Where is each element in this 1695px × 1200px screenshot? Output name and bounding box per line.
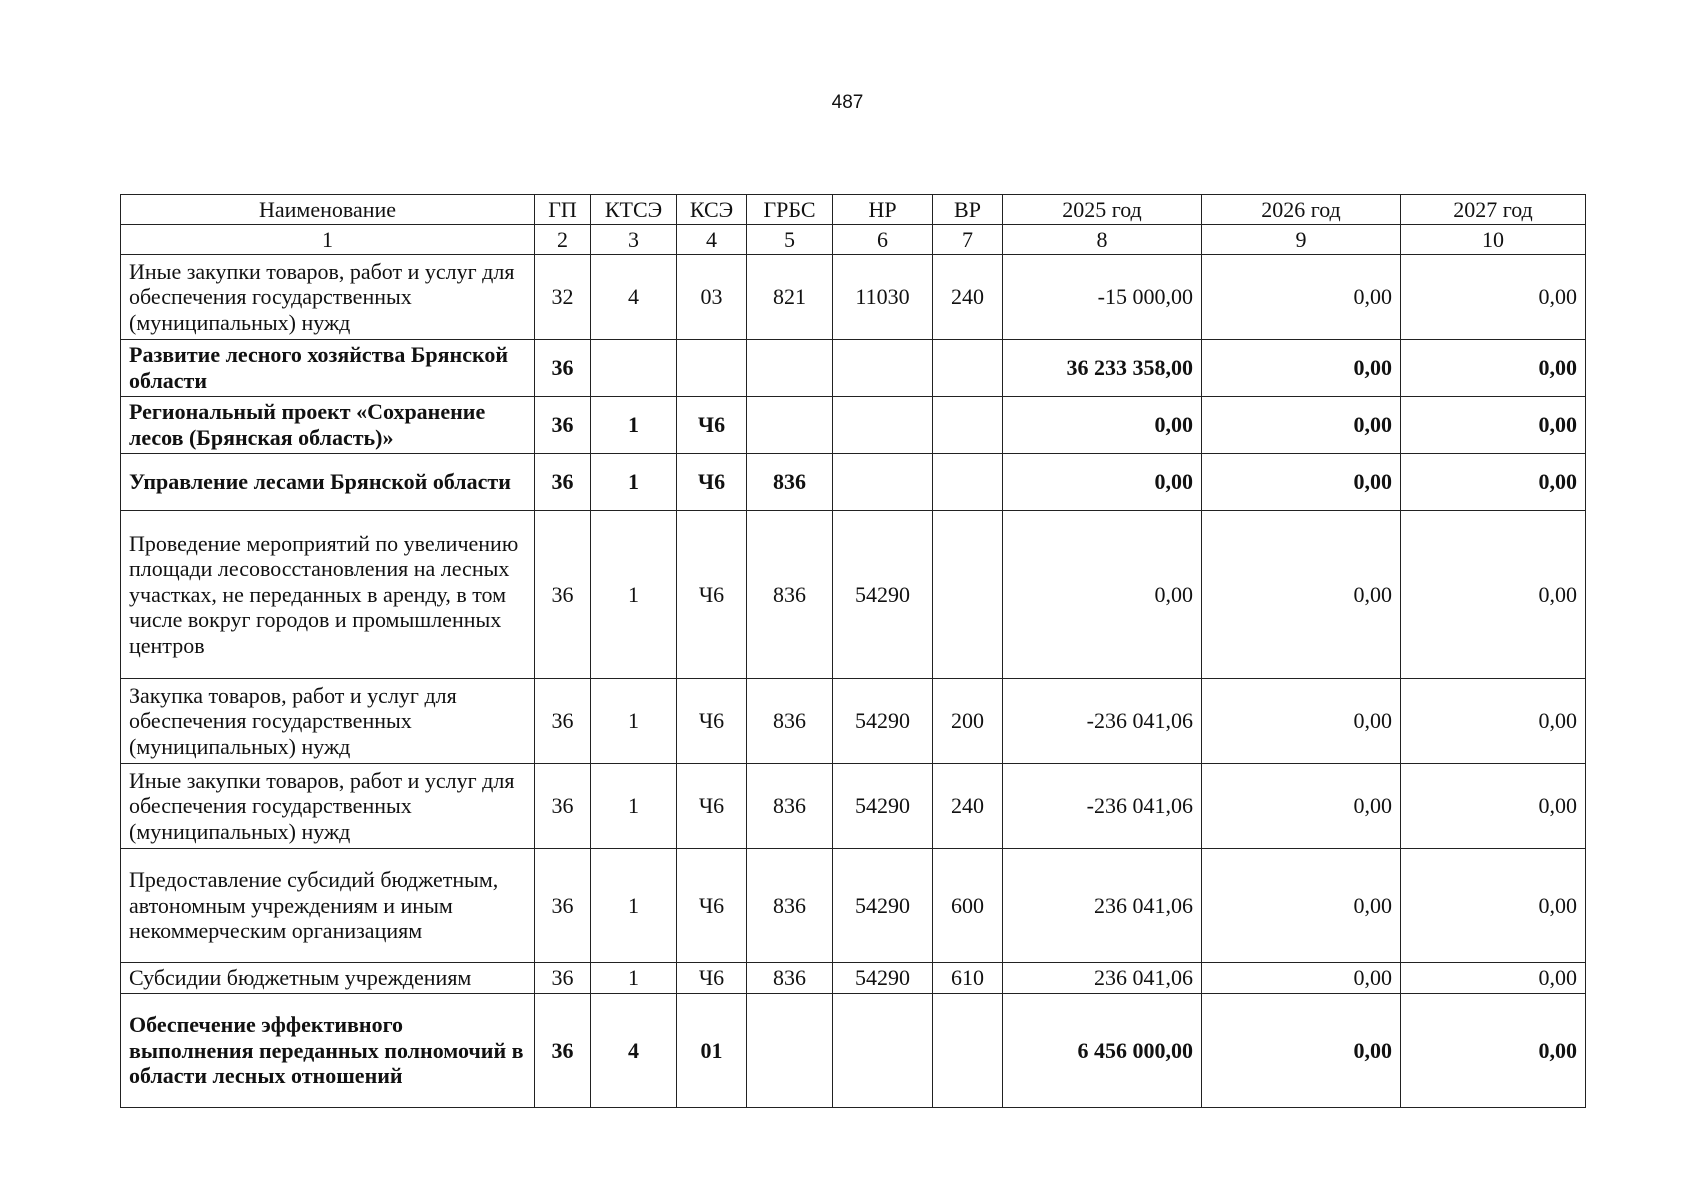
grbs-cell: 836 bbox=[747, 679, 833, 764]
header-gp: ГП bbox=[535, 195, 591, 225]
amount-2027-cell: 0,00 bbox=[1401, 397, 1586, 454]
ktse-cell: 1 bbox=[591, 679, 677, 764]
table-row bbox=[121, 340, 1586, 397]
kse-cell: 01 bbox=[677, 994, 747, 1108]
grbs-cell bbox=[747, 994, 833, 1108]
amount-2027-cell: 0,00 bbox=[1401, 963, 1586, 994]
amount-2027-cell: 0,00 bbox=[1401, 255, 1586, 340]
nr-cell: 11030 bbox=[833, 255, 933, 340]
name-cell: Субсидии бюджетным учреждениям bbox=[121, 963, 535, 994]
header-2027: 2027 год bbox=[1401, 195, 1586, 225]
kse-cell: Ч6 bbox=[677, 454, 747, 511]
column-number: 4 bbox=[677, 225, 747, 255]
table-row bbox=[121, 679, 1586, 764]
column-number: 10 bbox=[1401, 225, 1586, 255]
amount-2026-cell: 0,00 bbox=[1202, 679, 1401, 764]
table-row bbox=[121, 397, 1586, 454]
amount-2025-cell: 36 233 358,00 bbox=[1003, 340, 1202, 397]
table-row bbox=[121, 255, 1586, 340]
table-row bbox=[121, 994, 1586, 1108]
gp-cell: 36 bbox=[535, 849, 591, 963]
table-row bbox=[121, 963, 1586, 994]
column-number: 5 bbox=[747, 225, 833, 255]
name-cell: Иные закупки товаров, работ и услуг для обеспечения государственных (муниципальных) нужд bbox=[121, 764, 535, 849]
grbs-cell bbox=[747, 340, 833, 397]
column-number: 8 bbox=[1003, 225, 1202, 255]
header-ktse: КТСЭ bbox=[591, 195, 677, 225]
header-grbs: ГРБС bbox=[747, 195, 833, 225]
amount-2027-cell: 0,00 bbox=[1401, 511, 1586, 679]
header-kse: КСЭ bbox=[677, 195, 747, 225]
gp-cell: 36 bbox=[535, 397, 591, 454]
nr-cell bbox=[833, 994, 933, 1108]
ktse-cell bbox=[591, 340, 677, 397]
grbs-cell: 836 bbox=[747, 454, 833, 511]
amount-2026-cell: 0,00 bbox=[1202, 994, 1401, 1108]
table-row bbox=[121, 764, 1586, 849]
amount-2026-cell: 0,00 bbox=[1202, 454, 1401, 511]
kse-cell: Ч6 bbox=[677, 679, 747, 764]
amount-2025-cell: 0,00 bbox=[1003, 454, 1202, 511]
nr-cell bbox=[833, 454, 933, 511]
nr-cell: 54290 bbox=[833, 764, 933, 849]
name-cell: Проведение мероприятий по увеличению площади лесовосстановления на лесных участках, не переданных в аренду, в том числе вокруг городов и промышленных центров bbox=[121, 511, 535, 679]
kse-cell: Ч6 bbox=[677, 511, 747, 679]
amount-2026-cell: 0,00 bbox=[1202, 764, 1401, 849]
amount-2025-cell: -15 000,00 bbox=[1003, 255, 1202, 340]
name-cell: Региональный проект «Сохранение лесов (Брянская область)» bbox=[121, 397, 535, 454]
name-cell: Управление лесами Брянской области bbox=[121, 454, 535, 511]
ktse-cell: 4 bbox=[591, 994, 677, 1108]
table-header bbox=[121, 195, 1586, 255]
grbs-cell: 836 bbox=[747, 963, 833, 994]
ktse-cell: 1 bbox=[591, 963, 677, 994]
amount-2025-cell: 0,00 bbox=[1003, 511, 1202, 679]
vr-cell: 600 bbox=[933, 849, 1003, 963]
nr-cell: 54290 bbox=[833, 679, 933, 764]
header-2025: 2025 год bbox=[1003, 195, 1202, 225]
name-cell: Закупка товаров, работ и услуг для обеспечения государственных (муниципальных) нужд bbox=[121, 679, 535, 764]
vr-cell bbox=[933, 397, 1003, 454]
vr-cell: 200 bbox=[933, 679, 1003, 764]
kse-cell: Ч6 bbox=[677, 849, 747, 963]
vr-cell: 240 bbox=[933, 764, 1003, 849]
amount-2025-cell: -236 041,06 bbox=[1003, 679, 1202, 764]
name-cell: Обеспечение эффективного выполнения переданных полномочий в области лесных отношений bbox=[121, 994, 535, 1108]
amount-2027-cell: 0,00 bbox=[1401, 679, 1586, 764]
gp-cell: 36 bbox=[535, 340, 591, 397]
amount-2026-cell: 0,00 bbox=[1202, 340, 1401, 397]
column-number: 6 bbox=[833, 225, 933, 255]
header-2026: 2026 год bbox=[1202, 195, 1401, 225]
nr-cell bbox=[833, 340, 933, 397]
gp-cell: 36 bbox=[535, 679, 591, 764]
ktse-cell: 1 bbox=[591, 397, 677, 454]
gp-cell: 36 bbox=[535, 963, 591, 994]
grbs-cell: 836 bbox=[747, 511, 833, 679]
amount-2027-cell: 0,00 bbox=[1401, 340, 1586, 397]
header-row bbox=[121, 195, 1586, 225]
column-number: 9 bbox=[1202, 225, 1401, 255]
amount-2025-cell: 236 041,06 bbox=[1003, 849, 1202, 963]
vr-cell bbox=[933, 994, 1003, 1108]
nr-cell: 54290 bbox=[833, 963, 933, 994]
grbs-cell bbox=[747, 397, 833, 454]
vr-cell bbox=[933, 340, 1003, 397]
amount-2026-cell: 0,00 bbox=[1202, 963, 1401, 994]
name-cell: Предоставление субсидий бюджетным, автономным учреждениям и иным некоммерческим организациям bbox=[121, 849, 535, 963]
nr-cell: 54290 bbox=[833, 849, 933, 963]
amount-2027-cell: 0,00 bbox=[1401, 454, 1586, 511]
vr-cell: 240 bbox=[933, 255, 1003, 340]
kse-cell: 03 bbox=[677, 255, 747, 340]
nr-cell bbox=[833, 397, 933, 454]
header-nr: НР bbox=[833, 195, 933, 225]
amount-2027-cell: 0,00 bbox=[1401, 849, 1586, 963]
ktse-cell: 1 bbox=[591, 764, 677, 849]
amount-2026-cell: 0,00 bbox=[1202, 255, 1401, 340]
column-number: 1 bbox=[121, 225, 535, 255]
column-number: 3 bbox=[591, 225, 677, 255]
column-number: 2 bbox=[535, 225, 591, 255]
vr-cell: 610 bbox=[933, 963, 1003, 994]
gp-cell: 32 bbox=[535, 255, 591, 340]
amount-2025-cell: -236 041,06 bbox=[1003, 764, 1202, 849]
nr-cell: 54290 bbox=[833, 511, 933, 679]
table-row bbox=[121, 849, 1586, 963]
vr-cell bbox=[933, 511, 1003, 679]
gp-cell: 36 bbox=[535, 511, 591, 679]
name-cell: Иные закупки товаров, работ и услуг для обеспечения государственных (муниципальных) нужд bbox=[121, 255, 535, 340]
ktse-cell: 1 bbox=[591, 849, 677, 963]
budget-table bbox=[120, 194, 1586, 1108]
page-number: 487 bbox=[831, 92, 864, 113]
kse-cell: Ч6 bbox=[677, 397, 747, 454]
kse-cell: Ч6 bbox=[677, 963, 747, 994]
column-number-row bbox=[121, 225, 1586, 255]
gp-cell: 36 bbox=[535, 764, 591, 849]
kse-cell bbox=[677, 340, 747, 397]
ktse-cell: 1 bbox=[591, 511, 677, 679]
amount-2025-cell: 236 041,06 bbox=[1003, 963, 1202, 994]
gp-cell: 36 bbox=[535, 454, 591, 511]
name-cell: Развитие лесного хозяйства Брянской области bbox=[121, 340, 535, 397]
ktse-cell: 1 bbox=[591, 454, 677, 511]
amount-2027-cell: 0,00 bbox=[1401, 994, 1586, 1108]
kse-cell: Ч6 bbox=[677, 764, 747, 849]
column-number: 7 bbox=[933, 225, 1003, 255]
table-body bbox=[121, 255, 1586, 1108]
amount-2025-cell: 0,00 bbox=[1003, 397, 1202, 454]
amount-2025-cell: 6 456 000,00 bbox=[1003, 994, 1202, 1108]
header-vr: ВР bbox=[933, 195, 1003, 225]
header-name: Наименование bbox=[121, 195, 535, 225]
table-row bbox=[121, 454, 1586, 511]
grbs-cell: 821 bbox=[747, 255, 833, 340]
amount-2026-cell: 0,00 bbox=[1202, 849, 1401, 963]
vr-cell bbox=[933, 454, 1003, 511]
grbs-cell: 836 bbox=[747, 849, 833, 963]
grbs-cell: 836 bbox=[747, 764, 833, 849]
gp-cell: 36 bbox=[535, 994, 591, 1108]
amount-2026-cell: 0,00 bbox=[1202, 397, 1401, 454]
amount-2026-cell: 0,00 bbox=[1202, 511, 1401, 679]
table-row bbox=[121, 511, 1586, 679]
ktse-cell: 4 bbox=[591, 255, 677, 340]
amount-2027-cell: 0,00 bbox=[1401, 764, 1586, 849]
